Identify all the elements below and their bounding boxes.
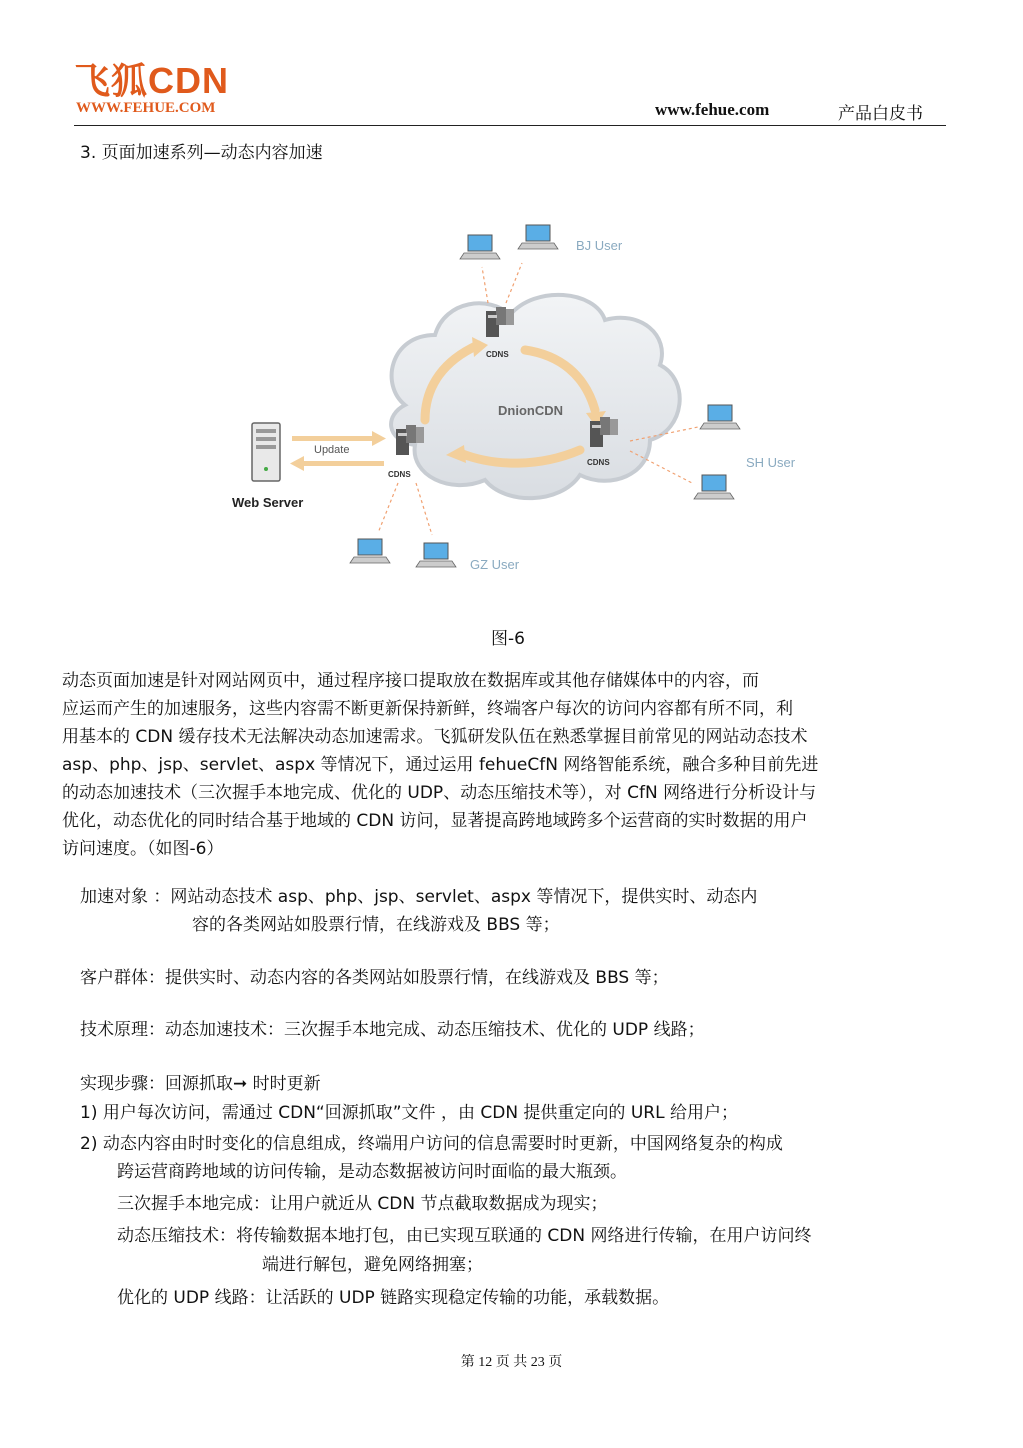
compress-line-continued: 端进行解包，避免网络拥塞； <box>262 1255 483 1275</box>
cloud-label: DnionCDN <box>498 403 563 418</box>
web-server-icon <box>252 423 280 481</box>
udp-line: 优化的 UDP 线路：让活跃的 UDP 链路实现稳定传输的功能，承载数据。 <box>117 1288 670 1308</box>
figure-caption: 图-6 <box>491 629 525 649</box>
body-line: 优化，动态优化的同时结合基于地域的 CDN 访问，显著提高跨地域跨多个运营商的实时数据的用户 <box>62 811 808 831</box>
logo-url: WWW.FEHUE.COM <box>76 100 216 116</box>
principle-line: 技术原理：动态加速技术：三次握手本地完成、动态压缩技术、优化的 UDP 线路； <box>80 1020 705 1040</box>
compress-line: 动态压缩技术：将传输数据本地打包，由已实现互联通的 CDN 网络进行传输，在用户访问终 <box>117 1226 812 1246</box>
laptop-icon <box>700 405 740 429</box>
target-line: 容的各类网站如股票行情，在线游戏及 BBS 等； <box>192 915 560 935</box>
header-website: www.fehue.com <box>655 100 770 119</box>
cdns-label-left: CDNS <box>388 470 411 479</box>
customer-line: 客户群体：提供实时、动态内容的各类网站如股票行情，在线游戏及 BBS 等； <box>80 968 669 988</box>
body-line: 应运而产生的加速服务，这些内容需不断更新保持新鲜，终端客户每次的访问内容都有所不同，利 <box>62 699 793 719</box>
sh-user-label: SH User <box>746 455 796 470</box>
body-line: 访问速度。（如图-6） <box>62 839 224 859</box>
step-item: 2) 动态内容由时时变化的信息组成，终端用户访问的信息需要时时更新，中国网络复杂的构成 <box>80 1134 783 1154</box>
logo-wordmark: 飞狐CDN <box>74 60 229 101</box>
header-divider <box>74 125 946 126</box>
cdns-label-top: CDNS <box>486 350 509 359</box>
laptop-icon <box>460 235 500 259</box>
target-line: 加速对象 ：网站动态技术 asp、php、jsp、servlet、aspx 等情况下，提供实时、动态内 <box>80 887 758 907</box>
step-item: 1) 用户每次访问，需通过 CDN“回源抓取”文件 ，由 CDN 提供重定向的 URL 给用户； <box>80 1103 738 1123</box>
laptop-icon <box>416 543 456 567</box>
laptop-icon <box>694 475 734 499</box>
handshake-line: 三次握手本地完成：让用户就近从 CDN 节点截取数据成为现实； <box>117 1194 608 1214</box>
cloud-shape <box>391 295 680 498</box>
cdn-network-diagram <box>220 205 820 590</box>
cdns-label-right: CDNS <box>587 458 610 467</box>
laptop-icon <box>350 539 390 563</box>
body-paragraph <box>62 667 982 863</box>
laptop-icon <box>518 225 558 249</box>
header-doc-type: 产品白皮书 <box>838 104 923 124</box>
step-item-continued: 跨运营商跨地域的访问传输，是动态数据被访问时面临的最大瓶颈。 <box>117 1162 627 1182</box>
bj-user-label: BJ User <box>576 238 623 253</box>
body-line: 的动态加速技术（三次握手本地完成、优化的 UDP、动态压缩技术等），对 CfN 网络进行分析设计与 <box>62 783 817 803</box>
web-server-label: Web Server <box>232 495 304 510</box>
gz-user-label: GZ User <box>470 557 520 572</box>
page-footer: 第 12 页 共 23 页 <box>460 1355 563 1370</box>
body-line: asp、php、jsp、servlet、aspx 等情况下，通过运用 fehueCfN 网络智能系统，融合多种目前先进 <box>62 755 819 775</box>
body-line: 用基本的 CDN 缓存技术无法解决动态加速需求。飞狐研发队伍在熟悉掌握目前常见的网站动态技术 <box>62 727 808 747</box>
section-title: 3. 页面加速系列—动态内容加速 <box>80 143 323 163</box>
steps-title: 实现步骤：回源抓取➞ 时时更新 <box>80 1074 321 1094</box>
body-line: 动态页面加速是针对网站网页中，通过程序接口提取放在数据库或其他存储媒体中的内容，而 <box>62 671 759 691</box>
company-logo <box>74 62 244 118</box>
update-label: Update <box>314 444 350 456</box>
